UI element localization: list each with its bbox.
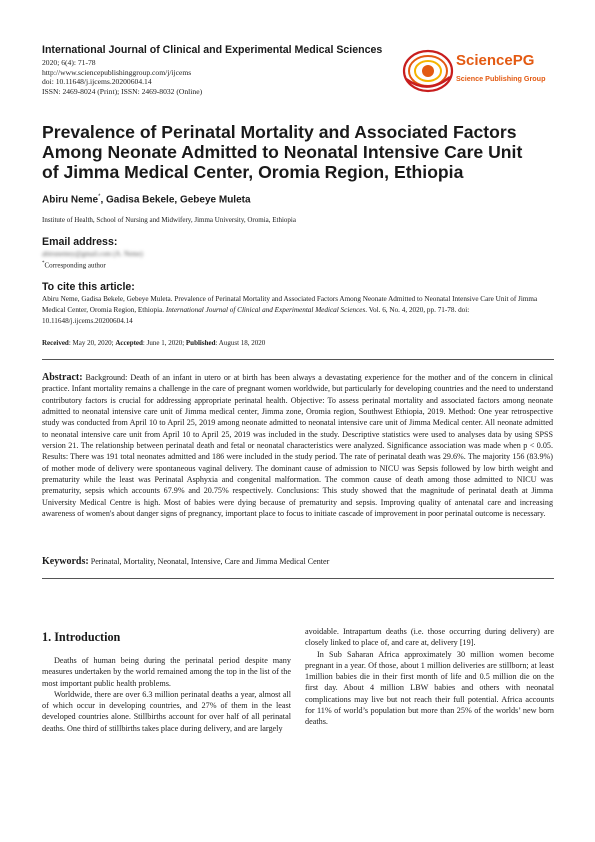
intro-heading: 1. Introduction	[42, 630, 121, 644]
intro-paragraph: In Sub Saharan Africa approximately 30 million women become pregnant in a year. Of those, about 1 million deliveries are stillborn; at least 1million babies die in their first month of life and 0.5 million die on the first day. About 4 million LBW babies and others with neonatal complications may live but not reach their full potential. Africa accounts for 11% of world’s population but more than 25% of the worlds’ new born deaths.	[305, 649, 554, 727]
email-heading: Email address:	[42, 236, 118, 248]
intro-right-column	[305, 626, 554, 728]
divider-bottom	[42, 578, 554, 579]
journal-issn: ISSN: 2469-8024 (Print); ISSN: 2469-8032 (Online)	[42, 86, 203, 96]
accepted-label: Accepted	[115, 339, 143, 347]
citation-journal: International Journal of Clinical and Experimental Medical Sciences	[165, 306, 366, 315]
author-list	[42, 194, 251, 205]
intro-continuation: avoidable. Intrapartum deaths (i.e. those occurring during delivery) are closely linked to place of, and care at, delivery [19].	[305, 627, 554, 648]
divider-top	[42, 359, 554, 360]
cite-heading: To cite this article:	[42, 281, 135, 293]
keywords-label: Keywords:	[42, 556, 89, 567]
author-first: Abiru Neme	[42, 194, 99, 206]
logo-wordmark: SciencePG	[456, 52, 535, 69]
received-label: Received	[42, 339, 69, 347]
abstract-text: Background: Death of an infant in utero or at birth has been always a devastating experience for the mother and of the concern in clinical practice. Infant mortality remains a challenge in the care of pregnant women worldwide, but particularly for developing countries and the need to understand contributory factors is crucial for addressing appropriate perinatal health. Objective: To assess perinatal mortality and associated factors among neonate admitted to neonatal intensive care unit of Jimma medical center, Jimma zone, Oromia region, Southwest Ethiopia, 2019. Method: One year retrospective study was conducted from April 10 to April 25, 2019 among neonate admitted to neonatal intensive care unit of Jimma Medical center. All neonate admitted to neonatal intensive care unit from April 10 to April 25, 2019 was included in the study. Descriptive statistics were used to analyses data by using SPSS version 21. The relationship between perinatal death and fetal or neonatal characteristics were analyzed. Significance association was made when p < 0.05. Results: There was 191 total neonates admitted and 186 were included in the study period. The rate of perinatal death was 29.6%. The majority 156 (83.9%) of mother mode of delivery were spontaneous vaginal delivery. The dominant cause of admission to NICU was Sepsis followed by low birth weight and prematurity while the least was Perinatal Asphyxia and congenital malformation. The common cause of death among those admitted to NICU was prematurity, sepsis which accounts 67.9% and 20.75% respectively. Conclusions: This study showed that the magnitude of perinatal death at Jimma University Medical Centre is high. Most of babies were dying because of prematurity and sepsis. Improving quality of antenatal care and increasing awareness of women's about danger signs of pregnancy, important place to focus to initiate cascade of improvement in poor perinatal outcome is necessary.	[42, 373, 553, 519]
corresponding-label: Corresponding author	[44, 261, 106, 270]
citation-volume: . Vol. 6, No. 4, 2020, pp. 71-78. doi: 10.11648/j.ijcems.20200604.14	[42, 306, 470, 326]
journal-doi[interactable]: doi: 10.11648/j.ijcems.20200604.14	[42, 77, 152, 87]
abstract	[42, 372, 553, 519]
corresponding-star: *	[98, 194, 101, 200]
published-date: : August 18, 2020	[215, 339, 266, 347]
journal-url[interactable]: http://www.sciencepublishinggroup.com/j/ijcems	[42, 67, 192, 77]
corresponding-note	[42, 261, 106, 269]
affiliation: Institute of Health, School of Nursing and Midwifery, Jimma University, Oromia, Ethiopia	[42, 216, 296, 224]
article-title: Prevalence of Perinatal Mortality and Associated Factors Among Neonate Admitted to Neonatal Intensive Care Unit of Jimma Medical Center, Oromia Region, Ethiopia	[42, 122, 523, 182]
received-date: : May 20, 2020;	[68, 339, 116, 347]
journal-volume: 2020; 6(4): 71-78	[42, 58, 96, 67]
journal-name: International Journal of Clinical and Experimental Medical Sciences	[42, 44, 383, 56]
citation-text: Abiru Neme, Gadisa Bekele, Gebeye Muleta. Prevalence of Perinatal Mortality and Associated Factors Among Neonate Admitted to Neonatal Intensive Care Unit of Jimma Medical Center, Oromia Region, Ethiopia.	[42, 295, 538, 315]
intro-left-column	[42, 655, 291, 734]
published-label: Published	[185, 339, 216, 347]
intro-paragraph: Deaths of human being during the perinatal period despite many measures undertaken by the world remained among the top in the list of the most important public health problems.	[42, 656, 291, 688]
intro-paragraph: Worldwide, there are over 6.3 million perinatal deaths a year, almost all of which occur in developing countries, and 27% of them in the least developed countries alone. Stillbirths account for over half of all perinatal deaths. One third of stillbirths takes place during delivery, and are largely	[42, 689, 291, 733]
corresponding-mark: *	[42, 261, 45, 266]
abstract-label: Abstract:	[42, 372, 83, 383]
article-dates	[42, 339, 265, 347]
logo-subtitle: Science Publishing Group	[456, 74, 546, 83]
keywords	[42, 556, 329, 567]
author-rest: , Gadisa Bekele, Gebeye Muleta	[100, 194, 251, 206]
keywords-text: Perinatal, Mortality, Neonatal, Intensive, Care and Jimma Medical Center	[90, 557, 330, 566]
citation	[42, 294, 557, 328]
author-email[interactable]: abirunemey@gmail.com (A. Neme)	[42, 250, 143, 258]
accepted-date: : June 1, 2020;	[142, 339, 186, 347]
journal-meta	[42, 58, 202, 96]
